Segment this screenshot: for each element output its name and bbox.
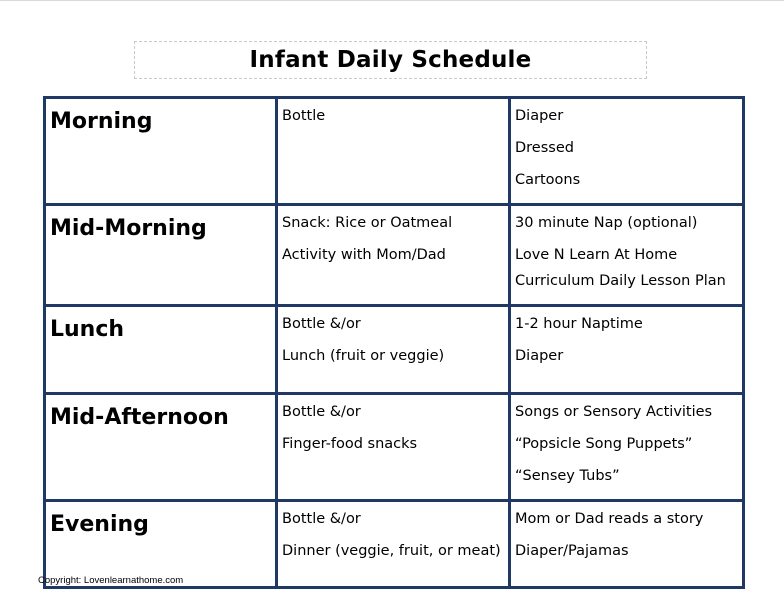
care-item: “Sensey Tubs”: [515, 468, 620, 484]
period-label: Evening: [50, 512, 149, 537]
table-row-mid-morning: [45, 205, 744, 306]
activity-cell: [277, 501, 510, 588]
activity-item: Bottle: [282, 108, 326, 124]
table-row-lunch: [45, 306, 744, 394]
title-box: [134, 41, 647, 79]
care-item: Mom or Dad reads a story: [515, 511, 704, 527]
care-item: 1-2 hour Naptime: [515, 316, 643, 332]
copyright-notice: Copyright: Lovenlearnathome.com: [38, 575, 184, 586]
schedule-table: [43, 96, 745, 589]
activity-item: Bottle &/or: [282, 316, 361, 332]
care-cell: [510, 306, 744, 394]
activity-cell: [277, 306, 510, 394]
activity-cell: [277, 394, 510, 501]
care-cell: [510, 205, 744, 306]
care-item: Diaper: [515, 108, 564, 124]
care-item: Diaper: [515, 348, 564, 364]
activity-item: Bottle &/or: [282, 511, 361, 527]
activity-item: Lunch (fruit or veggie): [282, 348, 445, 364]
period-label: Lunch: [50, 317, 125, 342]
table-row-mid-afternoon: [45, 394, 744, 501]
activity-cell: [277, 98, 510, 205]
care-item: Curriculum Daily Lesson Plan: [515, 273, 726, 289]
care-item: Diaper/Pajamas: [515, 543, 629, 559]
period-cell: [45, 394, 277, 501]
care-item: Dressed: [515, 140, 574, 156]
care-item: “Popsicle Song Puppets”: [515, 436, 693, 452]
table-row-morning: [45, 98, 744, 205]
period-label: Morning: [50, 109, 153, 134]
care-cell: [510, 501, 744, 588]
activity-item: Finger-food snacks: [282, 436, 418, 452]
care-item: 30 minute Nap (optional): [515, 215, 698, 231]
care-cell: [510, 394, 744, 501]
activity-item: Activity with Mom/Dad: [282, 247, 446, 263]
activity-item: Snack: Rice or Oatmeal: [282, 215, 453, 231]
period-cell: [45, 205, 277, 306]
period-label: Mid-Afternoon: [50, 405, 229, 430]
page-title: Infant Daily Schedule: [249, 47, 532, 73]
care-item: Love N Learn At Home: [515, 247, 678, 263]
care-item: Cartoons: [515, 172, 581, 188]
period-label: Mid-Morning: [50, 216, 207, 241]
care-cell: [510, 98, 744, 205]
top-divider: [0, 0, 784, 1]
care-item: Songs or Sensory Activities: [515, 404, 713, 420]
period-cell: [45, 98, 277, 205]
activity-item: Bottle &/or: [282, 404, 361, 420]
activity-item: Dinner (veggie, fruit, or meat): [282, 543, 501, 559]
activity-cell: [277, 205, 510, 306]
period-cell: [45, 306, 277, 394]
